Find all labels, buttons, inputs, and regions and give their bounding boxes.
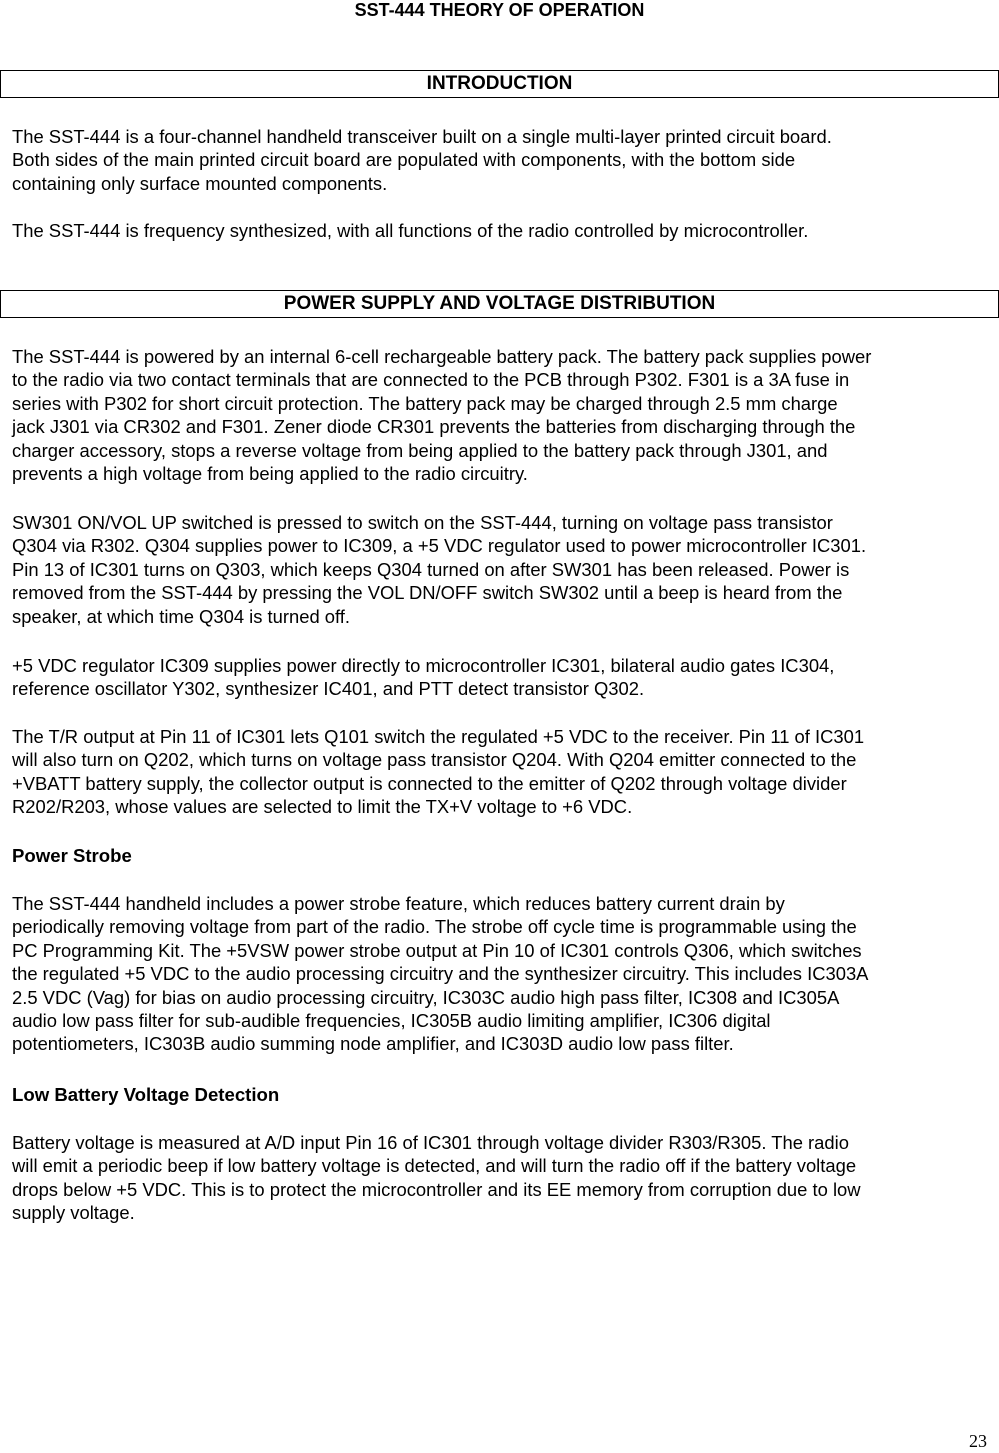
intro-paragraph-2: The SST-444 is frequency synthesized, with all functions of the radio controlled by microcontroller. (12, 220, 809, 241)
section-heading-introduction: INTRODUCTION (0, 70, 999, 98)
power-supply-paragraph-2: SW301 ON/VOL UP switched is pressed to switch on the SST-444, turning on voltage pass transistor Q304 via R302. Q304 supplies power to IC309, a +5 VDC regulator used to power microcontroller IC301. Pin 13 of IC301 turns on Q303, which keeps Q304 turned on after SW301 has been released. Power is removed from the SST-444 by pressing the VOL DN/OFF switch SW302 until a beep is heard from the speaker, at which time Q304 is turned off. (12, 512, 867, 627)
power-supply-paragraph-1: The SST-444 is powered by an internal 6-cell rechargeable battery pack. The battery pack supplies power to the radio via two contact terminals that are connected to the PCB through P302. F301 is a 3A fuse in series with P302 for short circuit protection. The battery pack may be charged through 2.5 mm charge jack J301 via CR302 and F301. Zener diode CR301 prevents the batteries from discharging through the charger accessory, stops a reverse voltage from being applied to the battery pack through J301, and prevents a high voltage from being applied to the radio circuitry. (12, 346, 872, 485)
intro-paragraph-1: The SST-444 is a four-channel handheld transceiver built on a single multi-layer printed circuit board. Both sides of the main printed circuit board are populated with components, with the bottom side containing only surface mounted components. (12, 126, 832, 194)
subheading-power-strobe: Power Strobe (12, 845, 132, 866)
power-strobe-paragraph: The SST-444 handheld includes a power strobe feature, which reduces battery current drain by periodically removing voltage from part of the radio. The strobe off cycle time is programmable using the PC Programming Kit. The +5VSW power strobe output at Pin 10 of IC301 controls Q306, which switches the regulated +5 VDC to the audio processing circuitry and the synthesizer circuitry. This includes IC303A 2.5 VDC (Vag) for bias on audio processing circuitry, IC303C audio high pass filter, IC308 and IC305A audio low pass filter for sub-audible frequencies, IC305B audio limiting amplifier, IC306 digital potentiometers, IC303B audio summing node amplifier, and IC303D audio low pass filter. (12, 893, 869, 1055)
page-number: 23 (969, 1431, 987, 1451)
power-supply-paragraph-3: +5 VDC regulator IC309 supplies power directly to microcontroller IC301, bilateral audio gates IC304, reference oscillator Y302, synthesizer IC401, and PTT detect transistor Q302. (12, 655, 835, 700)
power-supply-paragraph-4: The T/R output at Pin 11 of IC301 lets Q101 switch the regulated +5 VDC to the receiver. Pin 11 of IC301 will also turn on Q202, which turns on voltage pass transistor Q204. With Q204 emitter connected to the +VBATT battery supply, the collector output is connected to the emitter of Q202 through voltage divider R202/R203, whose values are selected to limit the TX+V voltage to +6 VDC. (12, 726, 865, 818)
document-title: SST-444 THEORY OF OPERATION (354, 0, 645, 20)
subheading-low-battery: Low Battery Voltage Detection (12, 1084, 280, 1105)
section-heading-power-supply: POWER SUPPLY AND VOLTAGE DISTRIBUTION (0, 290, 999, 318)
low-battery-paragraph: Battery voltage is measured at A/D input Pin 16 of IC301 through voltage divider R303/R305. The radio will emit a periodic beep if low battery voltage is detected, and will turn the radio off if the battery voltage drops below +5 VDC. This is to protect the microcontroller and its EE memory from corruption due to low supply voltage. (12, 1132, 861, 1224)
